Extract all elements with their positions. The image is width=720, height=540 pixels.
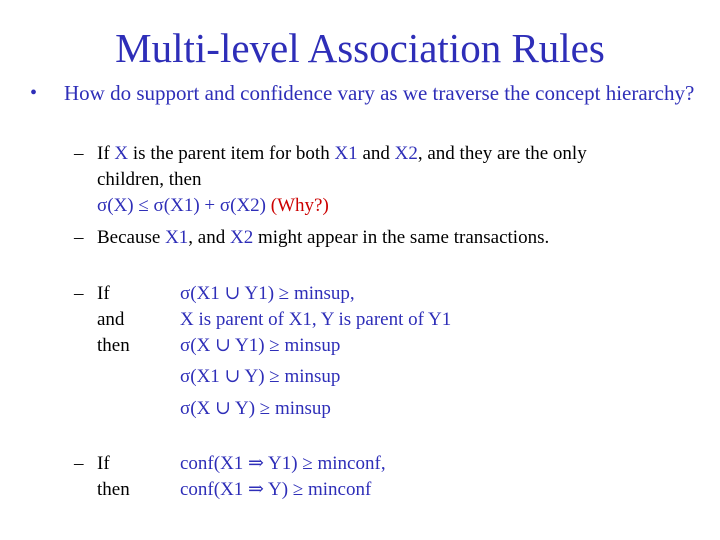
block1-line-3: σ(X ∪ Y1) ≥ minsup [180,335,341,356]
block1-line-2: X is parent of X1, Y is parent of Y1 [180,309,452,330]
block1-label-and: and [97,309,125,330]
block1-line-4: σ(X1 ∪ Y) ≥ minsup [180,366,341,387]
block1-label-then: then [97,335,130,356]
sub1-x: X [114,143,129,164]
sub1-text-c: and [357,143,395,164]
block2-line-1: conf(X1 ⇒ Y1) ≥ minconf, [180,453,386,474]
block1-line-5: σ(X ∪ Y) ≥ minsup [180,398,331,419]
sub2-text-c: might appear in the same transactions. [253,227,550,248]
dash-marker-3: – [74,283,84,304]
sub2-text-b: , and [188,227,230,248]
slide-title: Multi-level Association Rules [115,25,605,71]
block2-label-if: If [97,453,110,474]
sub-point-same-transactions [97,225,697,251]
sub1-x2: X2 [394,143,418,164]
sub2-x2: X2 [229,227,254,248]
block2-label-then: then [97,479,130,500]
dash-marker-4: – [74,453,84,474]
sub1-text-d: , and they are the only [417,143,587,164]
block1-label-if: If [97,283,110,304]
sub2-x1: X1 [165,227,189,248]
dash-marker-1: – [74,143,84,164]
sub1-text-a: If [97,143,115,164]
sub2-text-a: Because [97,227,166,248]
block1-line-1: σ(X1 ∪ Y1) ≥ minsup, [180,283,355,304]
block2-line-2: conf(X1 ⇒ Y) ≥ minconf [180,479,372,500]
dash-marker-2: – [74,227,84,248]
sub1-x1: X1 [334,143,358,164]
bullet-marker: • [30,82,38,104]
why-question: (Why?) [270,195,329,216]
sub1-formula-line [97,193,697,219]
sub1-line2: children, then [97,169,202,190]
sub1-text-b: is the parent item for both [128,143,335,164]
bullet-question: How do support and confidence vary as we traverse the concept hierarchy? [64,81,695,105]
sub1-formula: σ(X) ≤ σ(X1) + σ(X2) [97,195,271,216]
sub-point-parent-item [97,141,697,167]
